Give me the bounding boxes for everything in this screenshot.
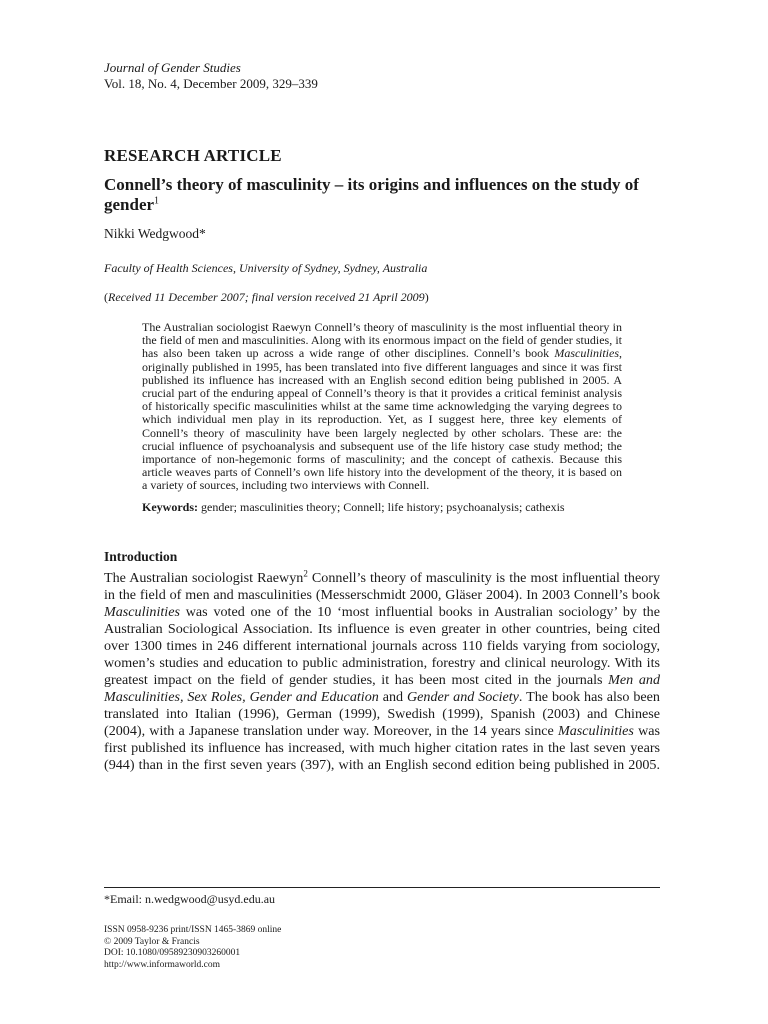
publication-info bbox=[104, 925, 281, 971]
intro-book-title-2: Masculinities bbox=[557, 723, 634, 740]
title-footnote-mark: 1 bbox=[154, 195, 160, 207]
footnote-mark-2: 2 bbox=[303, 568, 308, 579]
abstract bbox=[142, 321, 622, 493]
keywords-label: Keywords: bbox=[142, 499, 198, 514]
abstract-text-2: , originally published in 1995, has been translated into five different languages and since it was first published its influence has increased with an English second edition being published in 2005. A crucial part of the enduring appeal of Connell’s theory is that it provides a critical feminist analysis of historically specific masculinities whilst at the same time acknowledging the varying degrees to which individual men play in its reproduction. Yet, as I suggest here, three key elements of Connell’s theory of masculinity have been largely neglected by other scholars. These are: the crucial influence of psychoanalysis and subsequent use of the life history case study method; the importance of non-hegemonic forms of masculinity; and the concept of cathexis. Because this article weaves parts of Connell’s own life history into the development of the theory, it is based on a variety of sources, including two interviews with Connell. bbox=[142, 346, 622, 493]
intro-text-6: was first published its influence has increased, with much higher citation rates in the last seven years (944) than in the first seven years (397), with an English second edition being published in 2005. bbox=[104, 723, 660, 774]
intro-book-title-1: Masculinities bbox=[104, 603, 180, 620]
abstract-book-title: Masculinities bbox=[554, 346, 619, 361]
intro-text-3: was voted one of the 10 ‘most influential books in Australian sociology’ by the Australian Sociological Association. Its influence is even greater in other countries, being cited over 1300 times in 246 different international journals across 110 fields varying from sociology, women’s studies and education to public administration, forestry and clinical neurology. With its greatest impact on the field of gender studies, it has been most cited in the journals bbox=[104, 603, 660, 689]
title-text: Connell’s theory of masculinity – its origins and influences on the study of gender bbox=[104, 175, 639, 214]
article-type: RESEARCH ARTICLE bbox=[104, 146, 282, 165]
copyright: © 2009 Taylor & Francis bbox=[104, 936, 200, 947]
abstract-text-1: The Australian sociologist Raewyn Connell’s theory of masculinity is the most influential theory in the field of men and masculinities. Along with its enormous impact on the field of gender studies, it has also been taken up across a wide range of other disciplines. Connell’s book bbox=[142, 320, 622, 361]
section-heading-introduction: Introduction bbox=[104, 548, 178, 564]
intro-text-5: . The book has also been translated into Italian (1996), German (1999), Swedish (1999), Spanish (2003) and Chinese (2004), with a Japanese translation under way. Moreover, in the 14 years since bbox=[104, 689, 660, 740]
received-text: Received 11 December 2007; final version received 21 April 2009 bbox=[108, 290, 425, 304]
intro-text-2: Connell’s theory of masculinity is the most influential theory in the field of men and masculinities (Messerschmidt 2000, Gläser 2004). In 2003 Connell’s book bbox=[104, 569, 660, 603]
received-dates bbox=[104, 290, 660, 305]
introduction-paragraph bbox=[104, 570, 660, 775]
received-close-paren: ) bbox=[424, 290, 429, 304]
keywords bbox=[142, 501, 622, 514]
received-open-paren: ( bbox=[104, 290, 108, 304]
publisher-url[interactable]: http://www.informaworld.com bbox=[104, 959, 221, 970]
volume-info: Vol. 18, No. 4, December 2009, 329–339 bbox=[104, 76, 318, 91]
intro-journals-1: Men and Masculinities, Sex Roles, Gender and Education bbox=[104, 672, 660, 706]
corresponding-author-email: *Email: n.wedgwood@usyd.edu.au bbox=[104, 892, 276, 906]
journal-name: Journal of Gender Studies bbox=[104, 60, 241, 75]
intro-text-1: The Australian sociologist Raewyn bbox=[104, 569, 304, 586]
article-title bbox=[104, 175, 660, 215]
author-name: Nikki Wedgwood* bbox=[104, 226, 206, 241]
keywords-list: gender; masculinities theory; Connell; life history; psychoanalysis; cathexis bbox=[198, 499, 565, 514]
intro-journal-2: Gender and Society bbox=[406, 689, 519, 706]
article-page bbox=[104, 60, 660, 774]
doi: DOI: 10.1080/09589230903260001 bbox=[104, 948, 241, 959]
intro-text-4: and bbox=[378, 689, 407, 706]
issn: ISSN 0958-9236 print/ISSN 1465-3869 online bbox=[104, 925, 282, 935]
footnote-divider bbox=[104, 887, 660, 888]
author-affiliation: Faculty of Health Sciences, University of Sydney, Sydney, Australia bbox=[104, 261, 428, 275]
